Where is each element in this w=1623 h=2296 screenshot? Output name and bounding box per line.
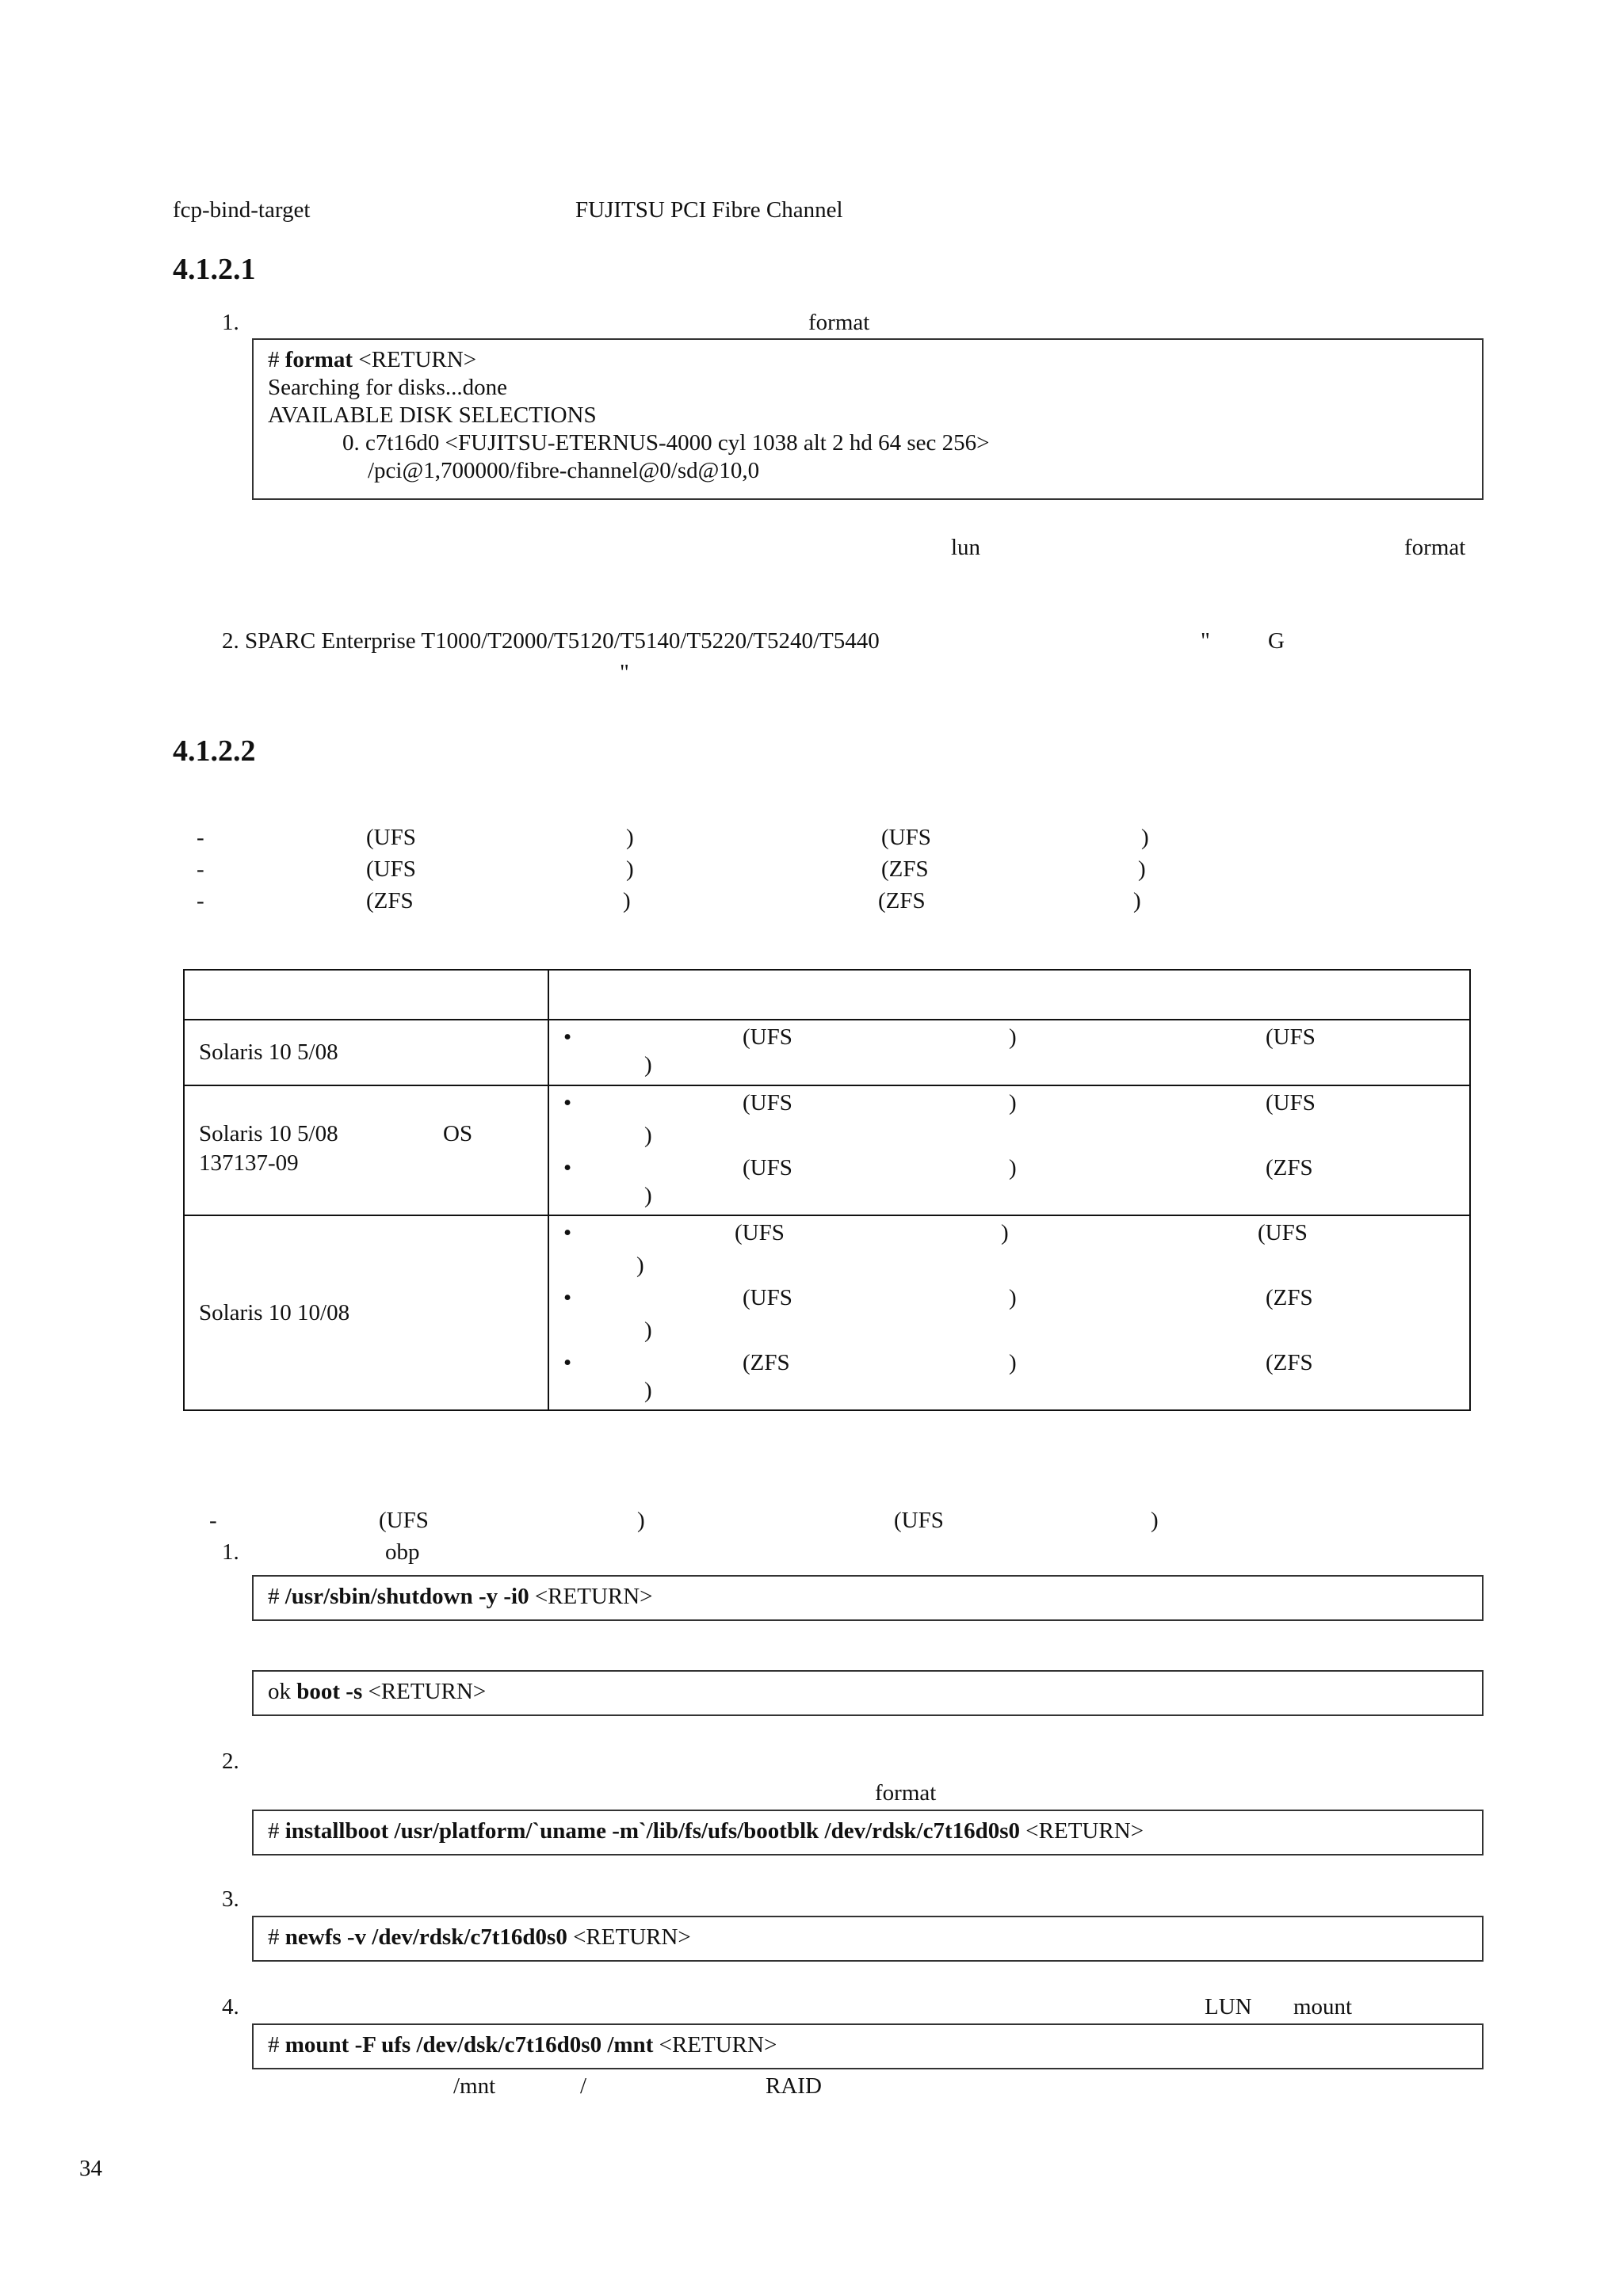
proc-step-4-lun: LUN bbox=[1205, 1994, 1252, 2019]
page-number: 34 bbox=[79, 2156, 102, 2181]
step-2-text: 2. SPARC Enterprise T1000/T2000/T5120/T5140/T5220/T5240/T5440 bbox=[222, 628, 880, 654]
table-header-row bbox=[184, 970, 1470, 1020]
list-item: • (UFS ) (UFS bbox=[563, 1024, 1316, 1050]
os-version-cell: Solaris 10 5/08 bbox=[184, 1020, 548, 1085]
bullet-dash: - bbox=[197, 888, 204, 913]
sub-src: (UFS bbox=[379, 1508, 429, 1533]
list-item-cont: ) bbox=[644, 1122, 652, 1148]
proc-step-3-number: 3. bbox=[222, 1886, 239, 1912]
table-header-cell bbox=[184, 970, 548, 1020]
os-version-cell: Solaris 10 10/08 bbox=[184, 1215, 548, 1410]
bullet-src-close: ) bbox=[626, 856, 634, 882]
proc-step-1-obp: obp bbox=[385, 1539, 420, 1565]
proc-step-2-number: 2. bbox=[222, 1749, 239, 1774]
mount-command: # mount -F ufs /dev/dsk/c7t16d0s0 /mnt <RETURN> bbox=[268, 2032, 777, 2058]
list-item: • (UFS ) (ZFS bbox=[563, 1284, 1313, 1310]
table-row bbox=[184, 1085, 1470, 1215]
sub-dst-close: ) bbox=[1151, 1508, 1159, 1533]
installboot-command-box bbox=[252, 1810, 1484, 1855]
bullet-dst: (ZFS bbox=[881, 856, 929, 882]
step-2-g: G bbox=[1268, 628, 1285, 654]
sub-src-close: ) bbox=[637, 1508, 645, 1533]
newfs-command: # newfs -v /dev/rdsk/c7t16d0s0 <RETURN> bbox=[268, 1924, 691, 1950]
shutdown-command: # /usr/sbin/shutdown -y -i0 <RETURN> bbox=[268, 1584, 653, 1609]
bullet-dst: (ZFS bbox=[878, 888, 926, 913]
bullet-dash: - bbox=[197, 856, 204, 882]
shutdown-command-box bbox=[252, 1575, 1484, 1621]
available-disks-line: AVAILABLE DISK SELECTIONS bbox=[268, 402, 597, 428]
proc-step-1-number: 1. bbox=[222, 1539, 239, 1565]
section-heading-4-1-2-2: 4.1.2.2 bbox=[173, 734, 256, 768]
step-2-quote-open: " bbox=[1201, 628, 1210, 654]
section-heading-4-1-2-1: 4.1.2.1 bbox=[173, 253, 256, 286]
step-1-number: 1. bbox=[222, 310, 239, 335]
list-item-cont: ) bbox=[644, 1182, 652, 1208]
format-output-box bbox=[252, 338, 1484, 500]
proc-step-2-format: format bbox=[875, 1780, 937, 1806]
list-item: • (ZFS ) (ZFS bbox=[563, 1349, 1313, 1375]
bullet-dash: - bbox=[197, 825, 204, 850]
format-command-line: # format <RETURN> bbox=[268, 347, 477, 372]
table-row bbox=[184, 1215, 1470, 1410]
boot-command-box bbox=[252, 1670, 1484, 1716]
bullet-src-close: ) bbox=[623, 888, 631, 913]
tail-slash: / bbox=[580, 2073, 587, 2099]
bullet-dst-close: ) bbox=[1141, 825, 1149, 850]
list-item-cont: ) bbox=[644, 1052, 652, 1077]
boot-command: ok boot -s <RETURN> bbox=[268, 1679, 487, 1704]
installboot-command: # installboot /usr/platform/`uname -m`/lib/fs/ufs/bootblk /dev/rdsk/c7t16d0s0 <RETURN> bbox=[268, 1818, 1144, 1844]
step-2-quote-close: " bbox=[620, 660, 629, 685]
proc-step-4-number: 4. bbox=[222, 1994, 239, 2019]
feature-cell bbox=[548, 1085, 1470, 1215]
bullet-dst: (UFS bbox=[881, 825, 931, 850]
bullet-src: (UFS bbox=[366, 825, 416, 850]
bullet-src: (UFS bbox=[366, 856, 416, 882]
list-item: • (UFS ) (ZFS bbox=[563, 1154, 1313, 1180]
tail-mnt: /mnt bbox=[453, 2073, 496, 2099]
table-row bbox=[184, 1020, 1470, 1085]
list-item: • (UFS ) (UFS bbox=[563, 1219, 1308, 1245]
fcp-bind-target-label: fcp-bind-target bbox=[173, 197, 311, 223]
list-item-cont: ) bbox=[644, 1317, 652, 1343]
note-format: format bbox=[1404, 535, 1466, 560]
feature-cell bbox=[548, 1215, 1470, 1410]
bullet-src: (ZFS bbox=[366, 888, 414, 913]
bullet-src-close: ) bbox=[626, 825, 634, 850]
newfs-command-box bbox=[252, 1916, 1484, 1962]
list-item-cont: ) bbox=[644, 1377, 652, 1403]
bullet-dst-close: ) bbox=[1133, 888, 1141, 913]
os-version-cell: Solaris 10 5/08 OS 137137-09 bbox=[184, 1085, 548, 1215]
tail-raid: RAID bbox=[766, 2073, 822, 2099]
disk-0-line: 0. c7t16d0 <FUJITSU-ETERNUS-4000 cyl 1038 alt 2 hd 64 sec 256> bbox=[342, 430, 990, 456]
searching-disks-line: Searching for disks...done bbox=[268, 375, 508, 400]
sub-dst: (UFS bbox=[894, 1508, 944, 1533]
table-header-cell bbox=[548, 970, 1470, 1020]
feature-cell bbox=[548, 1020, 1470, 1085]
proc-step-4-mount: mount bbox=[1293, 1994, 1353, 2019]
disk-0-path-line: /pci@1,700000/fibre-channel@0/sd@10,0 bbox=[368, 458, 760, 483]
bullet-dst-close: ) bbox=[1138, 856, 1146, 882]
step-1-format-word: format bbox=[808, 310, 870, 335]
list-item-cont: ) bbox=[636, 1252, 644, 1278]
note-lun: lun bbox=[951, 535, 981, 560]
solaris-support-table bbox=[183, 969, 1471, 1411]
fibre-channel-label: FUJITSU PCI Fibre Channel bbox=[575, 197, 843, 223]
mount-command-box bbox=[252, 2023, 1484, 2069]
sub-dash: - bbox=[209, 1508, 217, 1533]
list-item: • (UFS ) (UFS bbox=[563, 1089, 1316, 1116]
